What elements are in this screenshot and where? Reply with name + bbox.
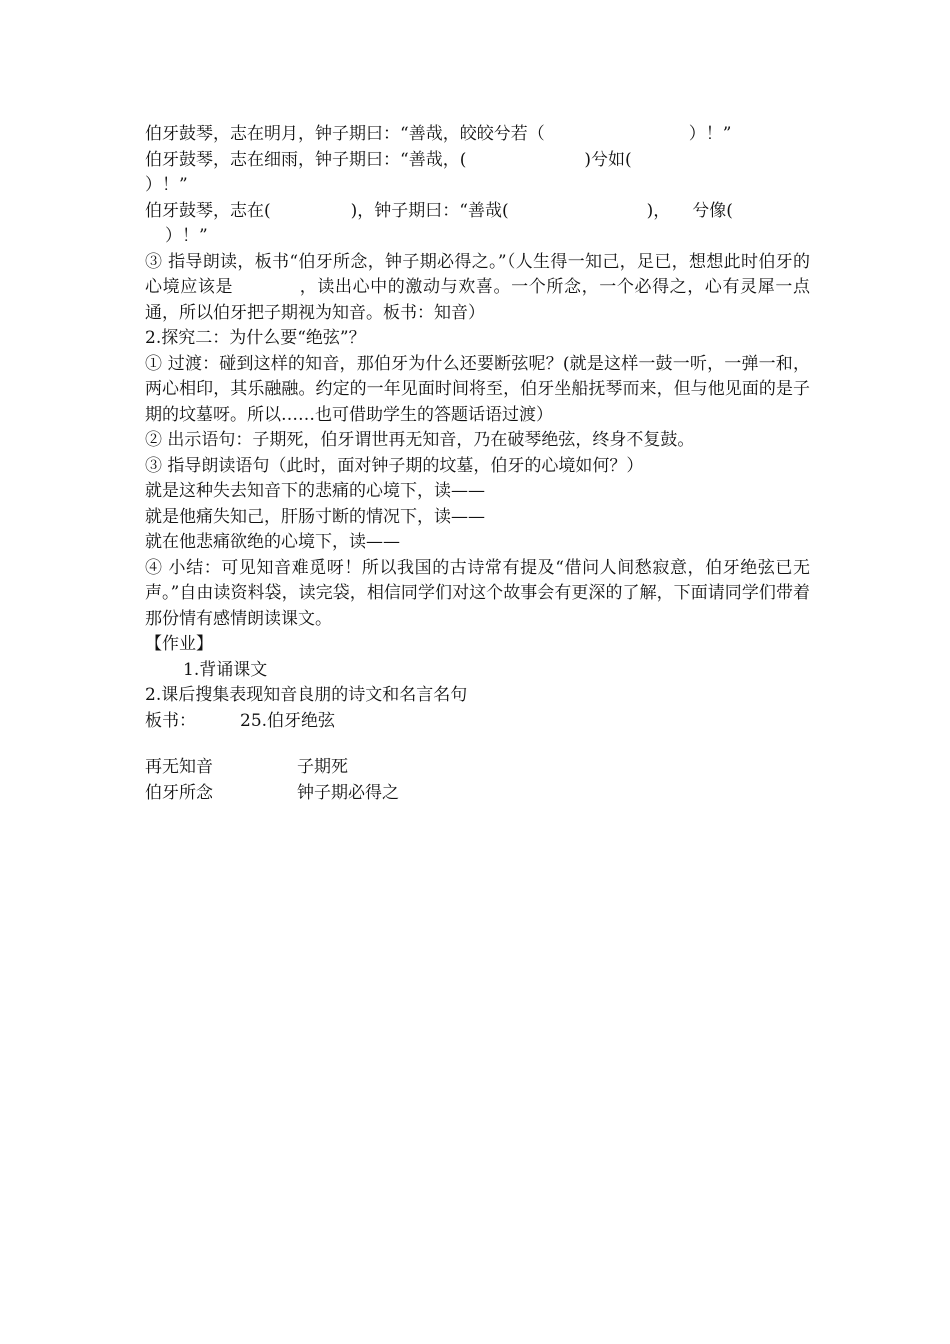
text-segment: ）！” — [145, 175, 188, 195]
reading-prompt: 就是这种失去知音下的悲痛的心境下，读—— — [145, 481, 485, 501]
board-cell: 再无知音 — [145, 756, 213, 777]
fill-line-open — [145, 199, 810, 225]
lesson-content — [145, 122, 810, 807]
reading-prompt: 就是他痛失知己，肝肠寸断的情况下，读—— — [145, 506, 485, 527]
text-segment: 兮像( — [692, 200, 733, 221]
board-title: 25.伯牙绝弦 — [240, 710, 336, 731]
fill-line-rain — [145, 148, 810, 174]
section-heading: 2.探究二：为什么要“绝弦”？ — [145, 328, 366, 348]
paragraph-sentence: ② 出示语句：子期死，伯牙谓世再无知音，乃在破琴绝弦，终身不复鼓。 — [145, 430, 695, 450]
board-label: 板书： — [145, 710, 196, 731]
board-title-row — [145, 709, 810, 735]
text-segment: ③ 指导朗读，板书“伯牙所念，钟子期必得之。”（人生得一知己，足已，想想此时伯牙的心境应该是 — [145, 251, 810, 297]
text-segment: 伯牙鼓琴，志在明月，钟子期曰：“善哉，皎皎兮若（ — [145, 124, 545, 144]
text-segment: ）！” — [165, 226, 208, 246]
text-segment: )， — [646, 200, 671, 221]
board-cell: 钟子期必得之 — [297, 782, 399, 803]
text-segment: ，读出心中的激动与欢喜。一个所念，一个必得之，心有灵犀一点通，所以伯牙把子期视为知音。板书：知音） — [145, 277, 811, 323]
paragraph-transition: ① 过渡：碰到这样的知音，那伯牙为什么还要断弦呢？(就是这样一鼓一听，一弹一和，两心相印，其乐融融。约定的一年见面时间将至，伯牙坐船抚琴而来，但与他见面的是子期的坟墓呀。所以……也可借助学生的答题话语过渡） — [145, 353, 810, 425]
text-segment: 伯牙鼓琴，志在细雨，钟子期曰：“善哉，( — [145, 149, 467, 170]
fill-line-moon — [145, 122, 810, 148]
fill-line-rain-end — [145, 173, 810, 199]
homework-heading: 【作业】 — [145, 634, 213, 654]
paragraph-reading-guide — [145, 250, 810, 327]
paragraph-summary: ④ 小结：可见知音难觅呀！所以我国的古诗常有提及“借问人间愁寂意，伯牙绝弦已无声。”自由读资料袋，读完袋，相信同学们对这个故事会有更深的了解，下面请同学们带着那份情有感情朗读课文。 — [145, 557, 810, 629]
board-cell: 伯牙所念 — [145, 782, 213, 803]
text-segment: 伯牙鼓琴，志在( — [145, 200, 271, 221]
text-segment: ）！” — [688, 124, 732, 144]
fill-line-open-end — [145, 224, 810, 250]
homework-item: 2.课后搜集表现知音良朋的诗文和名言名句 — [145, 685, 468, 705]
board-row — [145, 755, 810, 781]
board-row — [145, 781, 810, 807]
paragraph-reading: ③ 指导朗读语句（此时，面对钟子期的坟墓，伯牙的心境如何？） — [145, 455, 644, 476]
homework-item: 1.背诵课文 — [183, 659, 268, 680]
spacer — [145, 735, 810, 755]
reading-prompt: 就在他悲痛欲绝的心境下，读—— — [145, 532, 400, 552]
text-segment: )兮如( — [584, 149, 632, 170]
board-cell: 子期死 — [297, 756, 348, 777]
text-segment: )，钟子期曰：“善哉( — [350, 200, 509, 221]
